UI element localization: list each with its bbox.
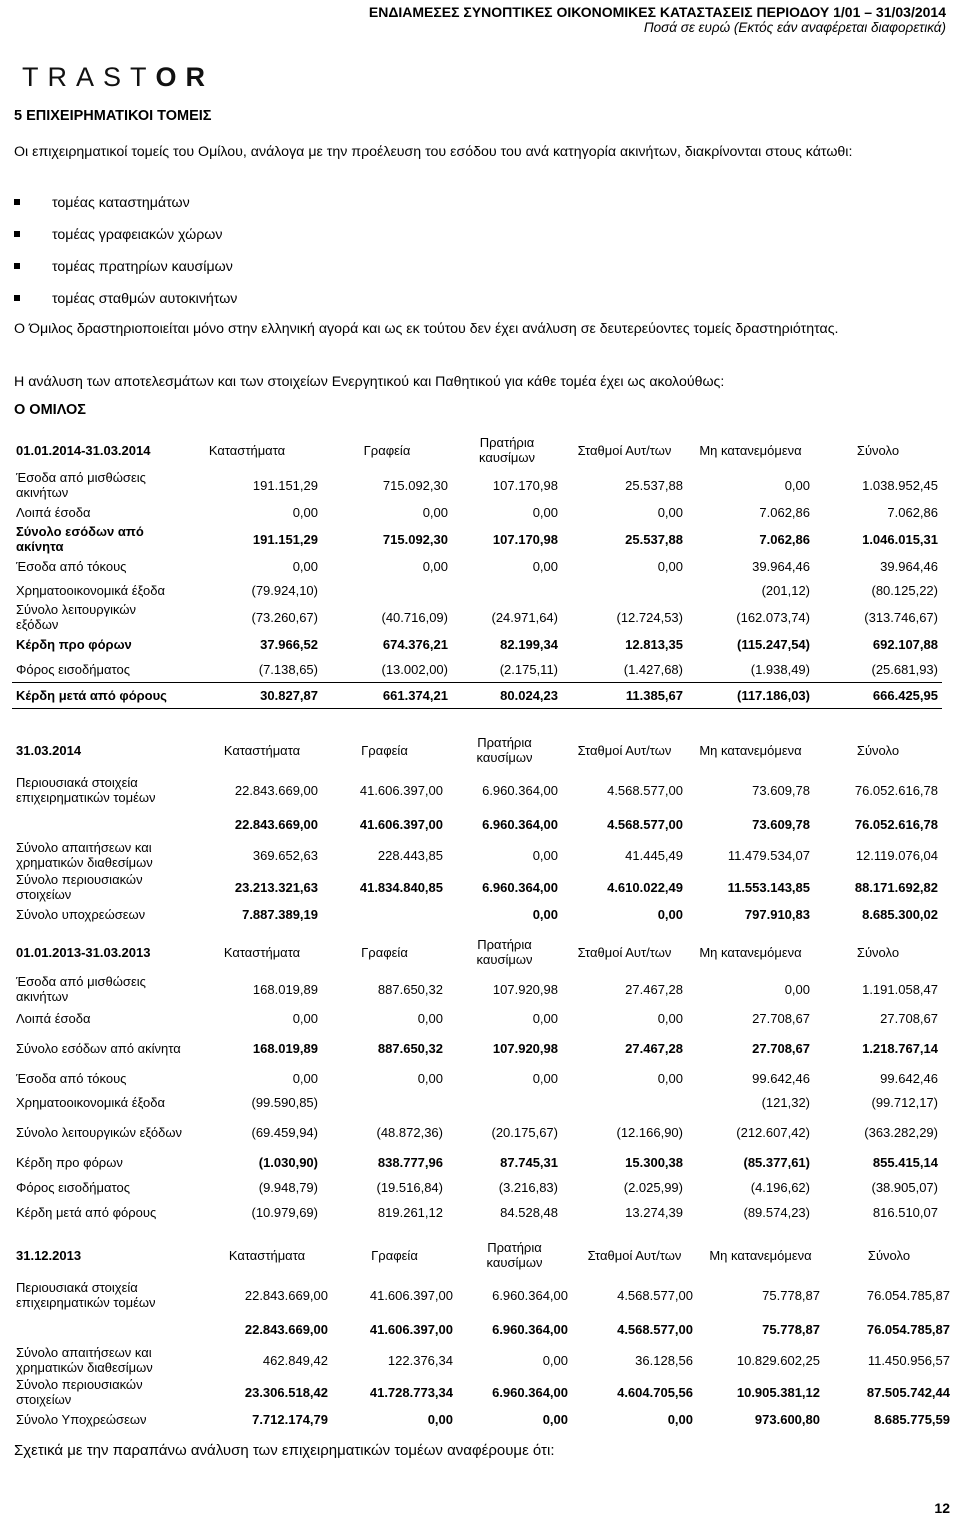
table-cell: 228.443,85 — [377, 847, 443, 863]
table-header-row: 31.03.2014 Καταστήματα Γραφεία Πρατήρια καυσίμων Σταθμοί Αυτ/των Μη κατανεμόμενα Σύνολο — [16, 735, 900, 765]
table-cell: 11.479.534,07 — [727, 847, 810, 863]
table-row — [12, 1200, 942, 1225]
table-cell: 4.568.577,00 — [607, 816, 683, 832]
table-cell: 27.708,67 — [752, 1010, 810, 1026]
table-cell: 107.170,98 — [492, 531, 558, 547]
table-cell: 10.905.381,12 — [736, 1384, 820, 1400]
table-row — [12, 632, 942, 657]
table-row — [12, 810, 942, 838]
table-cell: 88.171.692,82 — [854, 879, 938, 895]
table-cell: 6.960.364,00 — [482, 879, 558, 895]
table-cell — [562, 1090, 687, 1114]
row-label: Κέρδη μετά από φόρους — [16, 1205, 157, 1220]
row-label: Σύνολο περιουσιακών στοιχείων — [16, 1377, 143, 1407]
table-cell: 99.642,46 — [880, 1070, 938, 1086]
table-cell: 4.604.705,56 — [617, 1384, 693, 1400]
table-cell: (313.746,67) — [864, 609, 938, 625]
table-cell: 0,00 — [292, 1070, 318, 1086]
row-label: Σύνολο εσόδων από ακίνητα — [16, 524, 144, 554]
table-cell: (1.427,68) — [623, 662, 683, 677]
row-label: Έσοδα από τόκους — [16, 558, 127, 574]
table-cell: 0,00 — [532, 906, 558, 922]
table-cell: (99.712,17) — [871, 1094, 938, 1110]
table-cell: 22.843.669,00 — [234, 816, 318, 832]
table-cell: (79.924,10) — [251, 582, 318, 598]
table-cell: 22.843.669,00 — [244, 1287, 328, 1303]
row-label: Σύνολο απαιτήσεων και χρηματικών διαθεσίμων — [16, 1345, 153, 1375]
bullet-icon — [14, 263, 20, 269]
row-label: Έσοδα από μισθώσεις ακινήτων — [16, 470, 146, 500]
table-cell — [447, 1090, 562, 1114]
table-cell: 0,00 — [422, 504, 448, 520]
table-cell: (38.905,07) — [871, 1180, 938, 1195]
table-cell: 0,00 — [657, 1070, 683, 1086]
list-item: τομέας γραφειακών χώρων — [14, 219, 237, 251]
list-item: τομέας σταθμών αυτοκινήτων — [14, 283, 237, 315]
table-cell: 27.708,67 — [752, 1040, 810, 1056]
table-row — [12, 838, 942, 872]
table-cell: (12.166,90) — [616, 1124, 683, 1140]
table-cell: 76.054.785,87 — [866, 1287, 950, 1303]
row-label: Κέρδη προ φόρων — [16, 1155, 123, 1170]
table-cell: 6.960.364,00 — [482, 816, 558, 832]
row-label — [12, 1315, 202, 1343]
table-cell: 73.609,78 — [752, 816, 810, 832]
table-cell: 107.920,98 — [492, 1040, 558, 1056]
table-cell: 191.151,29 — [252, 531, 318, 547]
table-cell: 973.600,80 — [754, 1411, 820, 1427]
table-cell: 855.415,14 — [872, 1155, 938, 1170]
table-cell: 23.306.518,42 — [244, 1384, 328, 1400]
table-cell: 87.745,31 — [500, 1155, 558, 1170]
bullet-icon — [14, 199, 20, 205]
trastor-logo — [22, 62, 214, 93]
table-row — [12, 1150, 942, 1175]
table-cell: 1.218.767,14 — [862, 1040, 938, 1056]
table-cell: (2.025,99) — [623, 1180, 683, 1195]
table-cell: (363.282,29) — [864, 1124, 938, 1140]
table-cell: 0,00 — [427, 1411, 453, 1427]
table-row — [12, 1315, 954, 1343]
row-label — [12, 810, 202, 838]
table-row — [12, 578, 942, 602]
table-cell: 22.843.669,00 — [234, 782, 318, 798]
table-cell: 23.213.321,63 — [234, 879, 318, 895]
table-cell: 0,00 — [657, 906, 683, 922]
table-row — [12, 524, 942, 554]
assets-2013-table — [12, 1235, 954, 1431]
table-cell: (117.186,03) — [687, 683, 814, 709]
table-cell: 76.052.616,78 — [854, 816, 938, 832]
table-cell: 369.652,63 — [252, 847, 318, 863]
table-cell: 0,00 — [532, 1070, 558, 1086]
table-row — [12, 770, 942, 810]
report-subtitle: Ποσά σε ευρώ (Εκτός εάν αναφέρεται διαφορετικά) — [643, 20, 946, 35]
table-cell: 41.728.773,34 — [369, 1384, 453, 1400]
table-cell: 0,00 — [657, 504, 683, 520]
table-cell: 41.606.397,00 — [369, 1321, 453, 1337]
table-cell: 4.568.577,00 — [607, 782, 683, 798]
table-row — [12, 1114, 942, 1150]
table-cell: 887.650,32 — [377, 981, 443, 997]
table-cell: (40.716,09) — [381, 609, 448, 625]
table-cell: (20.175,67) — [491, 1124, 558, 1140]
row-label: Σύνολο λειτουργικών εξόδων — [16, 1124, 183, 1140]
table-cell: 4.568.577,00 — [617, 1321, 693, 1337]
table-cell: 819.261,12 — [377, 1205, 443, 1220]
table-cell: 25.537,88 — [625, 531, 683, 547]
table-cell: (69.459,94) — [251, 1124, 318, 1140]
row-label: Σύνολο περιουσιακών στοιχείων — [16, 872, 143, 902]
table-cell: 41.606.397,00 — [369, 1287, 453, 1303]
row-label: Σύνολο λειτουργικών εξόδων — [16, 602, 137, 632]
table-cell: (19.516,84) — [376, 1180, 443, 1195]
table-cell: 27.467,28 — [625, 981, 683, 997]
table-cell: 12.813,35 — [625, 637, 683, 652]
table-cell — [322, 902, 447, 926]
table-cell: 6.960.364,00 — [492, 1287, 568, 1303]
table-row — [12, 602, 942, 632]
table-cell: 838.777,96 — [377, 1155, 443, 1170]
table-cell: (85.377,61) — [743, 1155, 810, 1170]
table-cell: 122.376,34 — [387, 1352, 453, 1368]
table-cell: 12.119.076,04 — [855, 847, 938, 863]
table-cell: 13.274,39 — [625, 1205, 683, 1220]
row-label: Κέρδη προ φόρων — [16, 637, 132, 652]
table-row — [12, 1343, 954, 1377]
table-row — [12, 972, 942, 1006]
table-cell: 107.170,98 — [492, 477, 558, 493]
table-cell: 692.107,88 — [872, 637, 938, 652]
row-label: Φόρος εισοδήματος — [16, 1180, 130, 1195]
table-cell: 0,00 — [532, 1010, 558, 1026]
table-cell: 6.960.364,00 — [492, 1384, 568, 1400]
segment-list — [14, 187, 237, 315]
table-cell: (1.030,90) — [258, 1155, 318, 1170]
table-cell: 191.151,29 — [252, 477, 318, 493]
table-cell: 462.849,42 — [262, 1352, 328, 1368]
table-cell: 0,00 — [292, 1010, 318, 1026]
table-cell: 797.910,83 — [744, 906, 810, 922]
table-cell: 6.960.364,00 — [492, 1321, 568, 1337]
table-cell: 37.966,52 — [260, 637, 318, 652]
table-cell — [322, 578, 452, 602]
logo-text-bold: OR — [155, 62, 215, 92]
table-cell: 76.052.616,78 — [854, 782, 938, 798]
table-cell: 99.642,46 — [752, 1070, 810, 1086]
table-row — [12, 554, 942, 578]
table-cell: 27.467,28 — [625, 1040, 683, 1056]
table-cell: (48.872,36) — [376, 1124, 443, 1140]
table-cell: 0,00 — [542, 1411, 568, 1427]
table-cell: 7.062,86 — [759, 531, 810, 547]
table-cell: 4.610.022,49 — [607, 879, 683, 895]
table-cell: 0,00 — [657, 1010, 683, 1026]
table-cell: 1.191.058,47 — [862, 981, 938, 997]
table-cell: (2.175,11) — [499, 662, 558, 677]
table-cell: 39.964,46 — [752, 558, 810, 574]
table-row — [12, 1407, 954, 1431]
report-title: ΕΝΔΙΑΜΕΣΕΣ ΣΥΝΟΠΤΙΚΕΣ ΟΙΚΟΝΟΜΙΚΕΣ ΚΑΤΑΣΤΑΣΕΙΣ ΠΕΡΙΟΔΟΥ 1/01 – 31/03/2014 — [368, 4, 946, 20]
table-cell: 8.685.300,02 — [862, 906, 938, 922]
market-paragraph: Ο Όμιλος δραστηριοποιείται μόνο στην ελληνική αγορά και ως εκ τούτου δεν έχει ανάλυση σε δευτερεύοντες τομείς δραστηριότητας. — [14, 321, 839, 337]
table-cell: 715.092,30 — [382, 531, 448, 547]
table-cell: 0,00 — [657, 558, 683, 574]
intro-paragraph: Οι επιχειρηματικοί τομείς του Ομίλου, ανάλογα με την προέλευση του εσόδου του ανά κατηγορία ακινήτων, διακρίνονται στους κάτωθι: — [14, 144, 853, 160]
table-cell: 41.606.397,00 — [359, 782, 443, 798]
table-cell: 84.528,48 — [500, 1205, 558, 1220]
row-label: Περιουσιακά στοιχεία επιχειρηματικών τομέων — [16, 1280, 156, 1310]
table-cell: 80.024,23 — [452, 683, 562, 709]
table-cell: (115.247,54) — [736, 637, 810, 652]
table-cell: 887.650,32 — [377, 1040, 443, 1056]
table-cell: (99.590,85) — [251, 1094, 318, 1110]
table-cell: 4.568.577,00 — [617, 1287, 693, 1303]
table-cell: (121,32) — [761, 1094, 810, 1110]
table-cell: (212.607,42) — [736, 1124, 810, 1140]
analysis-paragraph: Η ανάλυση των αποτελεσμάτων και των στοιχείων Ενεργητικού και Παθητικού για κάθε τομέα έχει ως ακολούθως: — [14, 374, 725, 390]
table-cell: 36.128,56 — [635, 1352, 693, 1368]
table-cell: 73.609,78 — [752, 782, 810, 798]
table-cell: (12.724,53) — [616, 609, 683, 625]
table-cell: 39.964,46 — [880, 558, 938, 574]
row-label: Λοιπά έσοδα — [16, 504, 91, 520]
table-cell: 87.505.742,44 — [866, 1384, 950, 1400]
row-label: Κέρδη μετά από φόρους — [12, 683, 172, 709]
table-row — [12, 1090, 942, 1114]
table-cell: 41.834.840,85 — [359, 879, 443, 895]
table-cell: 0,00 — [532, 847, 558, 863]
table-row — [12, 1175, 942, 1200]
table-cell: 168.019,89 — [252, 981, 318, 997]
table-cell: 0,00 — [532, 504, 558, 520]
table-cell: 666.425,95 — [814, 683, 942, 709]
table-cell: 0,00 — [784, 477, 810, 493]
table-cell: 25.537,88 — [625, 477, 683, 493]
table-cell: 0,00 — [784, 981, 810, 997]
row-label: Περιουσιακά στοιχεία επιχειρηματικών τομέων — [16, 775, 156, 805]
list-item: τομέας καταστημάτων — [14, 187, 237, 219]
table-cell — [562, 578, 687, 602]
table-cell: 10.829.602,25 — [736, 1352, 820, 1368]
table-row — [12, 1377, 954, 1407]
row-label: Σύνολο υποχρεώσεων — [16, 906, 146, 922]
table-cell: 0,00 — [667, 1411, 693, 1427]
table-row — [12, 872, 942, 902]
table-cell: (9.948,79) — [258, 1180, 318, 1195]
table-cell — [452, 578, 562, 602]
table-cell: 168.019,89 — [252, 1040, 318, 1056]
table-cell: 8.685.775,59 — [874, 1411, 950, 1427]
row-label: Φόρος εισοδήματος — [16, 662, 130, 677]
page-number: 12 — [934, 1500, 950, 1516]
row-label: Έσοδα από τόκους — [16, 1070, 127, 1086]
table-cell: 0,00 — [542, 1352, 568, 1368]
table-cell: 661.374,21 — [322, 683, 452, 709]
row-label: Σύνολο εσόδων από ακίνητα — [16, 1040, 181, 1056]
table-cell: 41.445,49 — [625, 847, 683, 863]
results-2014-table — [12, 430, 942, 709]
table-cell: (89.574,23) — [743, 1205, 810, 1220]
table-cell: 11.385,67 — [562, 683, 687, 709]
table-cell: 0,00 — [417, 1070, 443, 1086]
table-cell: 27.708,67 — [880, 1010, 938, 1026]
table-cell: (1.938,49) — [750, 662, 810, 677]
table-cell: 674.376,21 — [382, 637, 448, 652]
table-cell: 7.887.389,19 — [242, 906, 318, 922]
table-cell: (3.216,83) — [498, 1180, 558, 1195]
logo-text: TRAST — [22, 62, 156, 92]
row-label: Σύνολο απαιτήσεων και χρηματικών διαθεσίμων — [16, 840, 153, 870]
table-cell: (24.971,64) — [491, 609, 558, 625]
table-cell: (13.002,00) — [381, 662, 448, 677]
row-label: Λοιπά έσοδα — [16, 1010, 91, 1026]
table-cell: (7.138,65) — [258, 662, 318, 677]
bullet-icon — [14, 295, 20, 301]
table-cell: 715.092,30 — [382, 477, 448, 493]
table-cell: 75.778,87 — [762, 1321, 820, 1337]
table-cell: 82.199,34 — [500, 637, 558, 652]
table-header-row: 31.12.2013 Καταστήματα Γραφεία Πρατήρια καυσίμων Σταθμοί Αυτ/των Μη κατανεμόμενα Σύνολο — [16, 1240, 911, 1270]
table-header-row: 01.01.2014-31.03.2014 Καταστήματα Γραφεία Πρατήρια καυσίμων Σταθμοί Αυτ/των Μη κατανεμόμενα Σύνολο — [16, 435, 900, 465]
table-cell: 75.778,87 — [762, 1287, 820, 1303]
list-item: τομέας πρατηρίων καυσίμων — [14, 251, 237, 283]
table-header-row: 01.01.2013-31.03.2013 Καταστήματα Γραφεία Πρατήρια καυσίμων Σταθμοί Αυτ/των Μη κατανεμόμενα Σύνολο — [16, 937, 900, 967]
table-row — [12, 1066, 942, 1090]
table-row — [12, 1030, 942, 1066]
table-cell: 107.920,98 — [492, 981, 558, 997]
table-cell: 6.960.364,00 — [482, 782, 558, 798]
table-cell: 0,00 — [422, 558, 448, 574]
table-cell: 1.038.952,45 — [862, 477, 938, 493]
table-cell: (162.073,74) — [736, 609, 810, 625]
table-row — [12, 470, 942, 500]
table-cell: 0,00 — [532, 558, 558, 574]
table-cell: (4.196,62) — [750, 1180, 810, 1195]
bullet-icon — [14, 231, 20, 237]
table-cell: 22.843.669,00 — [244, 1321, 328, 1337]
table-row — [12, 683, 942, 709]
table-cell: 11.450.956,57 — [867, 1352, 950, 1368]
table-row — [12, 1275, 954, 1315]
table-cell: 7.062,86 — [887, 504, 938, 520]
table-cell: 76.054.785,87 — [866, 1321, 950, 1337]
table-cell: 0,00 — [417, 1010, 443, 1026]
row-label: Έσοδα από μισθώσεις ακινήτων — [16, 974, 146, 1004]
table-row — [12, 902, 942, 926]
table-row — [12, 657, 942, 683]
table-cell: 11.553.143,85 — [727, 879, 810, 895]
group-title: Ο ΟΜΙΛΟΣ — [14, 402, 86, 418]
table-cell: 7.712.174,79 — [252, 1411, 328, 1427]
table-cell: 1.046.015,31 — [862, 531, 938, 547]
table-cell: 7.062,86 — [759, 504, 810, 520]
row-label: Σύνολο Υποχρεώσεων — [16, 1411, 147, 1427]
row-label: Χρηματοοικονομικά έξοδα — [16, 1094, 165, 1110]
table-cell: (73.260,67) — [251, 609, 318, 625]
table-cell: (25.681,93) — [871, 662, 938, 677]
table-cell: (80.125,22) — [871, 582, 938, 598]
table-cell: 0,00 — [292, 504, 318, 520]
assets-2014-table — [12, 730, 942, 926]
table-cell: 816.510,07 — [872, 1205, 938, 1220]
row-label: Χρηματοοικονομικά έξοδα — [16, 582, 165, 598]
table-cell: 15.300,38 — [625, 1155, 683, 1170]
table-cell: 30.827,87 — [172, 683, 322, 709]
table-cell — [322, 1090, 447, 1114]
section-title: 5 ΕΠΙΧΕΙΡΗΜΑΤΙΚΟΙ ΤΟΜΕΙΣ — [14, 108, 212, 124]
table-cell: 41.606.397,00 — [359, 816, 443, 832]
table-cell: (201,12) — [761, 582, 810, 598]
results-2013-table — [12, 932, 942, 1225]
table-row — [12, 1006, 942, 1030]
table-row — [12, 500, 942, 524]
table-cell: (10.979,69) — [251, 1205, 318, 1220]
table-cell: 0,00 — [292, 558, 318, 574]
footnote: Σχετικά με την παραπάνω ανάλυση των επιχειρηματικών τομέων αναφέρουμε ότι: — [14, 1442, 555, 1459]
